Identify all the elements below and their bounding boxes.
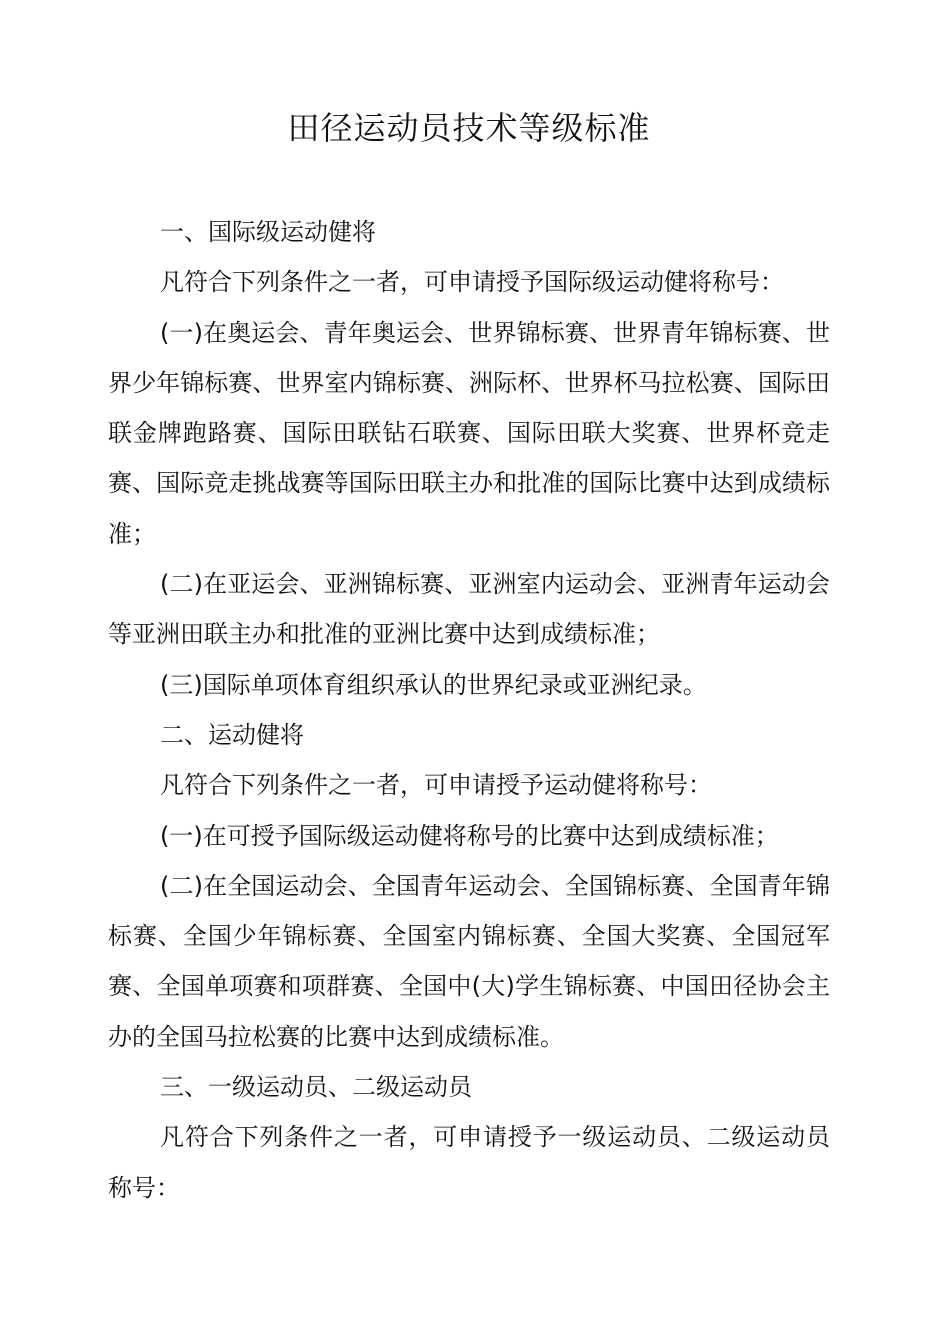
section-heading-international-master: 一、国际级运动健将 — [160, 218, 376, 246]
paragraph-international-master-item-1: (一)在奥运会、青年奥运会、世界锦标赛、世界青年锦标赛、世界少年锦标赛、世界室内锦标赛、洲际杯、世界杯马拉松赛、国际田联金牌跑路赛、国际田联钻石联赛、国际田联大奖赛、世界杯竞走赛、国际竞走挑战赛等国际田联主办和批准的国际比赛中达到成绩标准； — [108, 318, 830, 548]
paragraph-first-second-level-intro: 凡符合下列条件之一者，可申请授予一级运动员、二级运动员称号： — [108, 1123, 830, 1202]
document-title: 田径运动员技术等级标准 — [287, 109, 651, 147]
paragraph-master-item-1: (一)在可授予国际级运动健将称号的比赛中达到成绩标准； — [160, 821, 779, 850]
paragraph-master-item-2: (二)在全国运动会、全国青年运动会、全国锦标赛、全国青年锦标赛、全国少年锦标赛、全国室内锦标赛、全国大奖赛、全国冠军赛、全国单项赛和项群赛、全国中(大)学生锦标赛、中国田径协会主办的全国马拉松赛的比赛中达到成绩标准。 — [108, 871, 830, 1051]
paragraph-master-intro: 凡符合下列条件之一者，可申请授予运动健将称号： — [160, 771, 712, 800]
paragraph-international-master-intro: 凡符合下列条件之一者，可申请授予国际级运动健将称号： — [160, 268, 784, 297]
paragraph-international-master-item-3: (三)国际单项体育组织承认的世界纪录或亚洲纪录。 — [160, 670, 707, 699]
section-heading-first-second-level: 三、一级运动员、二级运动员 — [160, 1073, 472, 1102]
paragraph-international-master-item-2: (二)在亚运会、亚洲锦标赛、亚洲室内运动会、亚洲青年运动会等亚洲田联主办和批准的亚洲比赛中达到成绩标准； — [108, 570, 830, 649]
section-heading-master: 二、运动健将 — [160, 720, 304, 749]
document-body — [108, 207, 830, 1213]
